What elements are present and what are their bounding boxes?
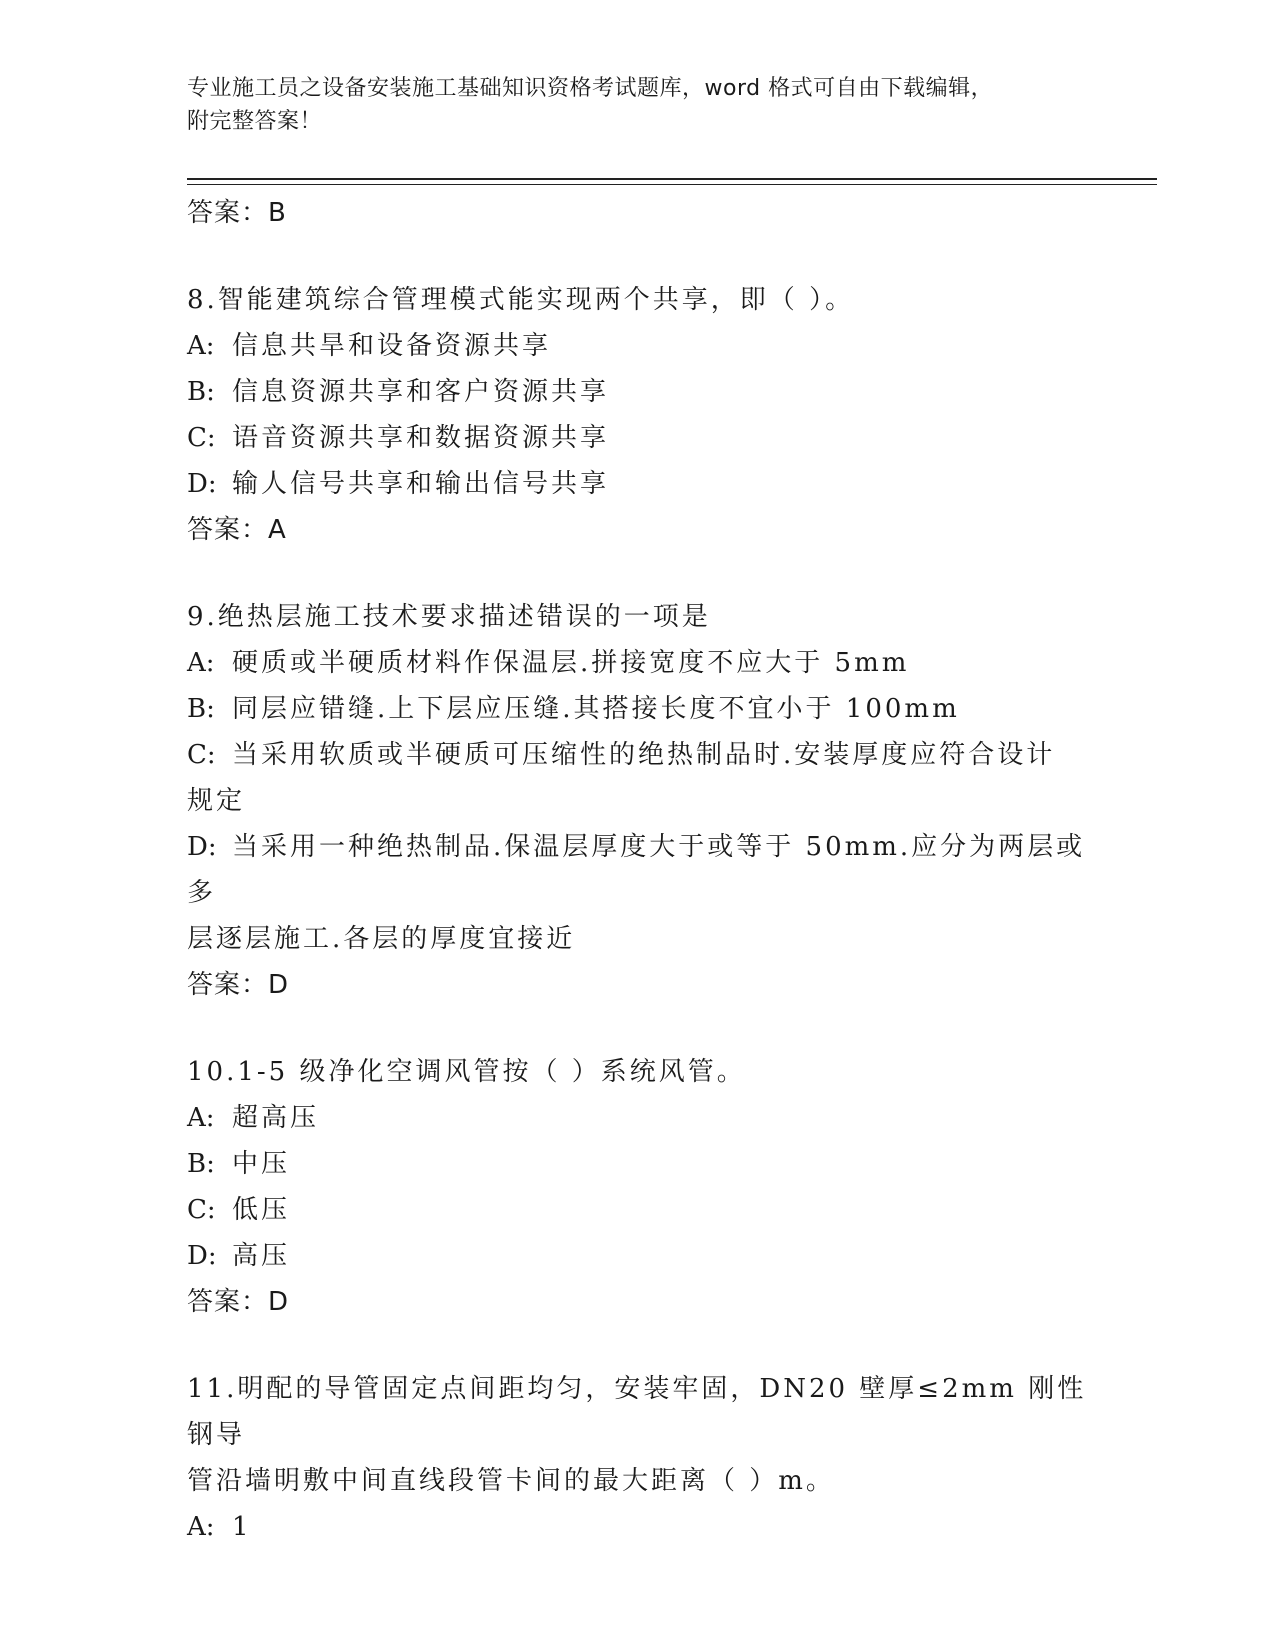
option-label: C: bbox=[187, 740, 216, 770]
option-text: 信息共旱和设备资源共享 bbox=[232, 331, 552, 361]
question-list bbox=[187, 190, 1087, 1550]
option-b bbox=[187, 1141, 1087, 1187]
document-header bbox=[187, 72, 1087, 138]
option-label: D: bbox=[187, 469, 217, 499]
option-a bbox=[187, 323, 1087, 369]
question-text bbox=[187, 1049, 1087, 1095]
option-a bbox=[187, 1095, 1087, 1141]
question-text-line: 9.绝热层施工技术要求描述错误的一项是 bbox=[187, 602, 711, 632]
question-text bbox=[187, 594, 1087, 640]
answer-line bbox=[187, 507, 1087, 553]
option-d bbox=[187, 1233, 1087, 1279]
question-text bbox=[187, 277, 1087, 323]
option-text: 规定 bbox=[187, 786, 246, 816]
option-c bbox=[187, 732, 1087, 778]
option-label: D: bbox=[187, 832, 217, 862]
option-label: C: bbox=[187, 1195, 216, 1225]
option-text: 低压 bbox=[232, 1195, 291, 1225]
question-text-line: 10.1-5 级净化空调风管按（ ）系统风管。 bbox=[187, 1057, 746, 1087]
option-text: 高压 bbox=[232, 1241, 291, 1271]
header-divider-thin bbox=[187, 184, 1157, 185]
answer-line bbox=[187, 1279, 1087, 1325]
question-text bbox=[187, 1366, 1087, 1504]
option-c bbox=[187, 1187, 1087, 1233]
answer-value: A bbox=[268, 515, 287, 545]
option-label: B: bbox=[187, 694, 215, 724]
option-text: 语音资源共享和数据资源共享 bbox=[232, 423, 610, 453]
answer-line bbox=[187, 962, 1087, 1008]
answer-value: D bbox=[268, 1287, 290, 1317]
option-a bbox=[187, 1504, 1087, 1550]
header-line-1: 专业施工员之设备安装施工基础知识资格考试题库，word 格式可自由下载编辑， bbox=[187, 76, 994, 101]
answer-value: D bbox=[268, 970, 290, 1000]
option-d bbox=[187, 824, 1087, 916]
question-text-line: 管沿墙明敷中间直线段管卡间的最大距离（ ）m。 bbox=[187, 1466, 835, 1496]
header-divider bbox=[187, 178, 1157, 180]
option-d bbox=[187, 916, 1087, 962]
option-a bbox=[187, 640, 1087, 686]
option-text: 中压 bbox=[232, 1149, 291, 1179]
question-block bbox=[187, 1366, 1087, 1550]
answer-prefix: 答案： bbox=[187, 198, 269, 228]
previous-answer bbox=[187, 190, 1087, 236]
option-text: 硬质或半硬质材料作保温层.拼接宽度不应大于 5mm bbox=[232, 648, 910, 678]
option-label: D: bbox=[187, 1241, 217, 1271]
option-b bbox=[187, 686, 1087, 732]
answer-value: B bbox=[268, 198, 287, 228]
option-label: C: bbox=[187, 423, 216, 453]
option-c bbox=[187, 778, 1087, 824]
option-text: 信息资源共享和客户资源共享 bbox=[232, 377, 610, 407]
question-block bbox=[187, 1049, 1087, 1325]
option-text: 输人信号共享和输出信号共享 bbox=[232, 469, 610, 499]
answer-prefix: 答案： bbox=[187, 1287, 269, 1317]
option-text: 1 bbox=[232, 1512, 252, 1542]
question-block bbox=[187, 594, 1087, 1008]
option-label: A: bbox=[187, 1512, 215, 1542]
option-b bbox=[187, 369, 1087, 415]
question-text-line: 8.智能建筑综合管理模式能实现两个共享，即（ ）。 bbox=[187, 285, 855, 315]
option-text: 超高压 bbox=[232, 1103, 320, 1133]
option-text: 当采用软质或半硬质可压缩性的绝热制品时.安装厚度应符合设计 bbox=[232, 740, 1056, 770]
header-line-2: 附完整答案！ bbox=[187, 109, 323, 134]
option-label: A: bbox=[187, 331, 215, 361]
answer-prefix: 答案： bbox=[187, 515, 269, 545]
option-c bbox=[187, 415, 1087, 461]
option-label: B: bbox=[187, 1149, 215, 1179]
option-text: 同层应错缝.上下层应压缝.其搭接长度不宜小于 100mm bbox=[232, 694, 960, 724]
option-text: 当采用一种绝热制品.保温层厚度大于或等于 50mm.应分为两层或多 bbox=[187, 832, 1086, 908]
answer-prefix: 答案： bbox=[187, 970, 269, 1000]
option-d bbox=[187, 461, 1087, 507]
option-label: A: bbox=[187, 1103, 215, 1133]
question-block bbox=[187, 277, 1087, 553]
option-label: A: bbox=[187, 648, 215, 678]
option-text: 层逐层施工.各层的厚度宜接近 bbox=[187, 924, 576, 954]
option-label: B: bbox=[187, 377, 215, 407]
question-text-line: 11.明配的导管固定点间距均匀，安装牢固，DN20 壁厚≤2mm 刚性钢导 bbox=[187, 1374, 1087, 1450]
